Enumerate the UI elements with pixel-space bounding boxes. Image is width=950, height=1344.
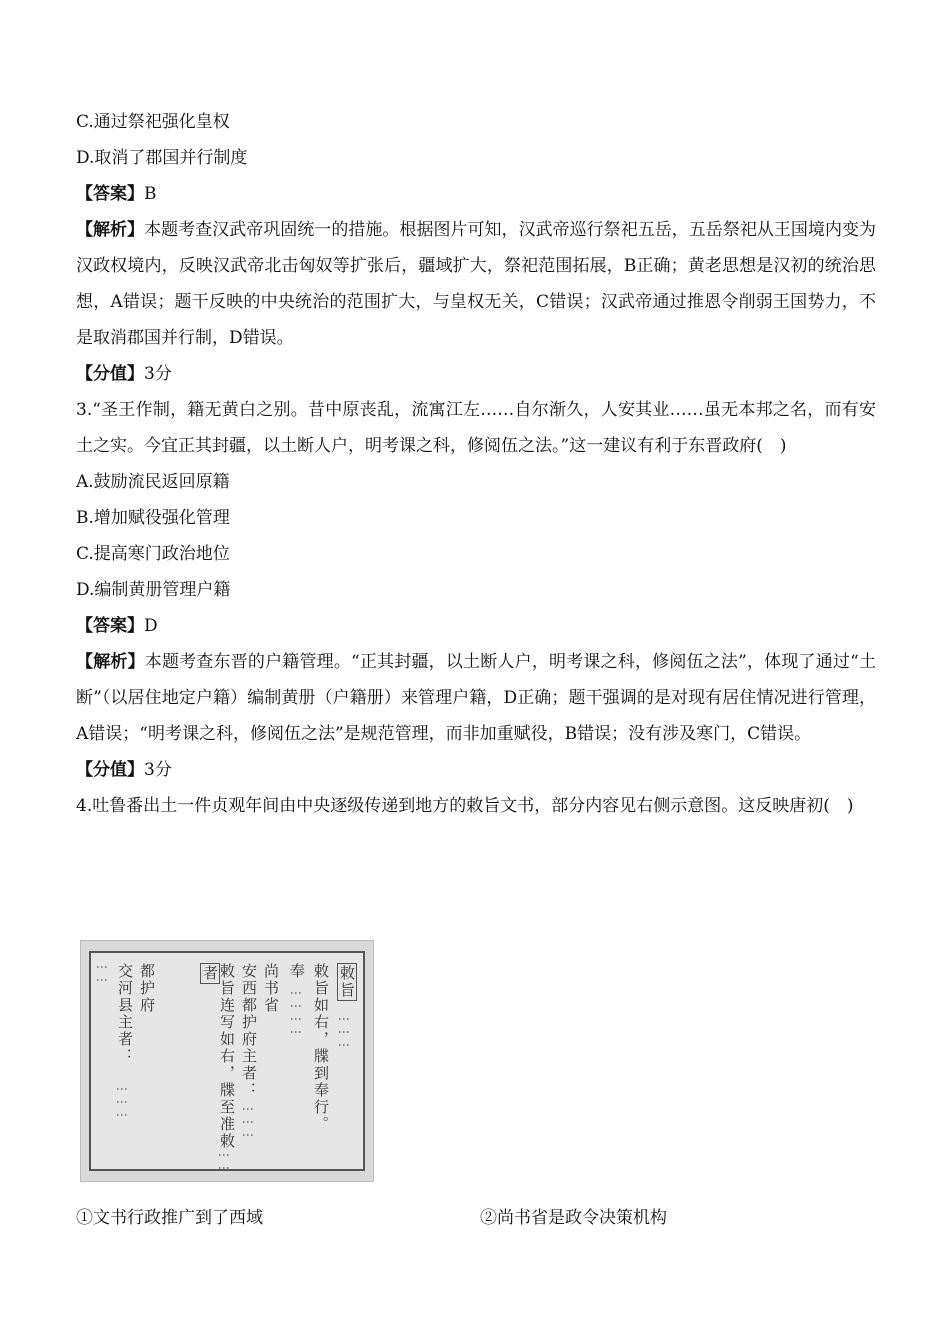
figure-col-jiaohe: 交河县主者： (116, 963, 134, 1065)
figure-col-edict-title: 敕旨 (338, 965, 356, 999)
ellipsis-mark: ⋮⋮⋮⋮ (289, 987, 303, 1039)
ellipsis-mark: ⋮⋮ (217, 1149, 231, 1175)
score-value: 3分 (144, 760, 172, 780)
figure-col-duhufu: 都护府 (138, 963, 156, 1014)
q3-stem: 3.“圣王作制，籍无黄白之别。昔中原丧乱，流寓江左……自尔渐久，人安其业……虽无本邦之名，而有安土之实。今宜正其封疆，以土断人户，明考课之科，修阅伍之法。”这一建议有利于东晋政府( ) (76, 400, 876, 456)
score-value: 3分 (144, 364, 172, 384)
q3-option-d: D.编制黄册管理户籍 (76, 580, 231, 600)
q2-score (76, 356, 876, 392)
q2-option-c: C.通过祭祀强化皇权 (76, 112, 230, 132)
q3-option-a: A.鼓励流民返回原籍 (76, 472, 230, 492)
answer-value: B (144, 184, 157, 204)
edict-document-figure (80, 940, 374, 1182)
question-content (76, 104, 876, 824)
ellipsis-mark: ⋮⋮⋮ (241, 1103, 255, 1142)
q3-option-c: C.提高寒门政治地位 (76, 544, 230, 564)
q4-option-1: ①文书行政推广到了西域 (76, 1208, 263, 1228)
figure-col-forward: 敕旨如右，牒到奉行。 (312, 963, 330, 1133)
ellipsis-mark: ⋮⋮⋮ (115, 1083, 129, 1122)
score-tag: 【分值】 (76, 364, 144, 384)
analysis-text: 本题考查汉武帝巩固统一的措施。根据图片可知，汉武帝巡行祭祀五岳，五岳祭祀从王国境内变为汉政权境内，反映汉武帝北击匈奴等扩张后，疆域扩大，祭祀范围拓展，B正确；黄老思想是汉初的统治思想，A错误；题干反映的中央统治的范围扩大，与皇权无关，C错误；汉武帝通过推恩令削弱王国势力，不是取消郡国并行制，D错误。 (76, 220, 877, 348)
q3-analysis (76, 644, 876, 752)
q3-score (76, 752, 876, 788)
q3-answer (76, 608, 876, 644)
q3-option-b: B.增加赋役强化管理 (76, 508, 230, 528)
q2-answer (76, 176, 876, 212)
q2-analysis (76, 212, 876, 356)
q2-option-d: D.取消了郡国并行制度 (76, 148, 248, 168)
analysis-text: 本题考查东晋的户籍管理。“正其封疆，以土断人户，明考课之科，修阅伍之法”，体现了通过“土断”（以居住地定户籍）编制黄册（户籍册）来管理户籍，D正确；题干强调的是对现有居住情况进行管理，A错误；“明考课之科，修阅伍之法”是规范管理，而非加重赋役，B错误；没有涉及寒门，C错误。 (76, 652, 876, 744)
answer-value: D (144, 616, 158, 636)
figure-col-fengzhi: 奉 (288, 963, 306, 980)
edict-document-frame (89, 951, 365, 1175)
answer-tag: 【答案】 (76, 616, 144, 636)
ellipsis-mark: ⋮⋮ (95, 961, 109, 987)
q4-option-2: ②尚书省是政令决策机构 (480, 1208, 667, 1228)
analysis-tag: 【解析】 (76, 652, 145, 672)
figure-col-lianxie: 敕旨连写如右，牒至准敕者 (201, 963, 236, 1150)
q4-options (76, 1200, 876, 1236)
q4-stem: 4.吐鲁番出土一件贞观年间由中央逐级传递到地方的敕旨文书，部分内容见右侧示意图。这反映唐初( ) (76, 796, 854, 816)
figure-col-shangshu: 尚书省 (262, 963, 280, 1014)
figure-col-anxi: 安西都护府主者： (240, 963, 258, 1099)
analysis-tag: 【解析】 (76, 220, 145, 240)
ellipsis-mark: ⋮⋮⋮ (337, 1013, 351, 1052)
score-tag: 【分值】 (76, 760, 144, 780)
answer-tag: 【答案】 (76, 184, 144, 204)
